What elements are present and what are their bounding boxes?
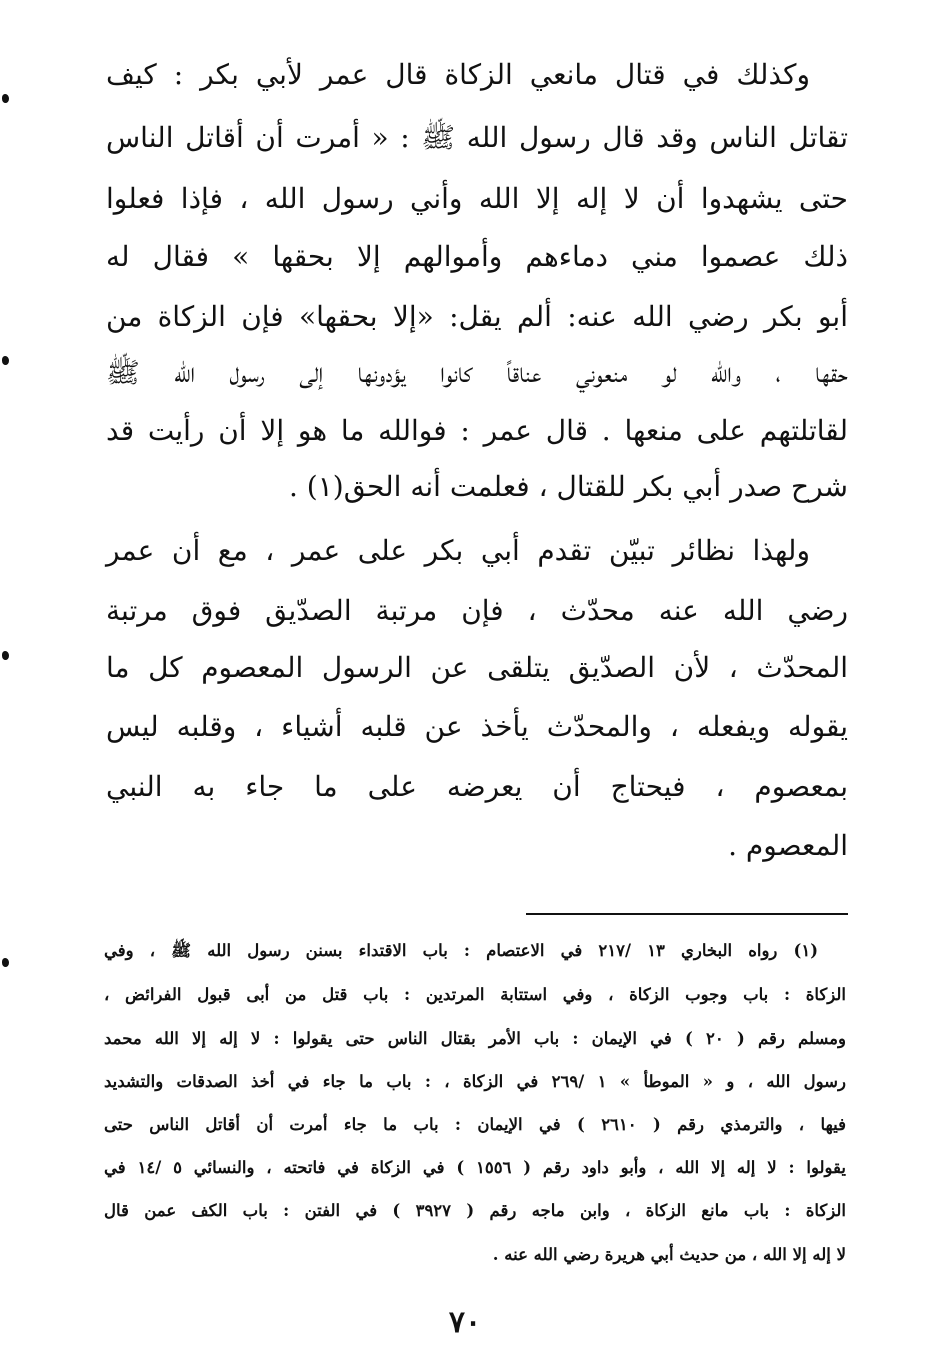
binding-mark [2,356,9,365]
binding-mark [2,94,9,103]
footnote-line: يقولوا : لا إله إلا الله ، وأبو داود رقم ( ١٥٥٦ ) في الزكاة في فاتحته ، والنسائي ٥ /١٤ في [104,1158,846,1177]
footnote-line: الزكاة : باب وجوب الزكاة ، وفي استتابة المرتدين : باب قتل من أبى قبول الفرائض ، [104,985,846,1004]
footnote-line: ومسلم رقم ( ٢٠ ) في الإيمان : باب الأمر بقتال الناس حتى يقولوا : لا إله إلا الله محمد [104,1029,846,1048]
body-line: يقوله ويفعله ، والمحدّث يأخذ عن قلبه أشياء ، وقلبه ليس [106,710,848,743]
body-line: ذلك عصموا مني دماءهم وأموالهم إلا بحقها » فقال له [106,240,848,273]
body-line: المعصوم . [728,829,848,862]
footnote-separator [526,913,848,915]
binding-mark [2,958,9,967]
body-line: لقاتلتهم على منعها . قال عمر : فوالله ما هو إلا أن رأيت قد [106,414,848,447]
footnote-line: رسول الله ، و « الموطأ » ١ /٢٦٩ في الزكاة ، : باب ما جاء في أخذ الصدقات والتشديد [104,1072,846,1091]
body-line: المحدّث ، لأن الصدّيق يتلقى عن الرسول المعصوم كل ما [106,651,848,684]
body-line: أبو بكر رضي الله عنه: ألم يقل: «إلا بحقها» فإن الزكاة من [106,300,848,333]
body-line: شرح صدر أبي بكر للقتال ، فعلمت أنه الحق(١) . [289,470,848,503]
body-line: وكذلك في قتال مانعي الزكاة قال عمر لأبي بكر : كيف [106,58,810,91]
footnote-line: الزكاة : باب مانع الزكاة ، وابن ماجه رقم ( ٣٩٢٧ ) في الفتن : باب الكف عمن قال [104,1201,847,1220]
body-line: حقها ، والله لو منعوني عناقاً كانوا يؤدونها إلى رسول الله ﷺ [106,356,848,389]
body-line: تقاتل الناس وقد قال رسول الله ﷺ : « أمرت أن أقاتل الناس [106,121,848,154]
footnote-line: لا إله إلا الله ، من حديث أبي هريرة رضي الله عنه . [492,1245,846,1264]
body-line: بمعصوم ، فيحتاج أن يعرضه على ما جاء به النبي [106,770,848,803]
footnote-line: فيها ، والترمذي رقم ( ٢٦١٠ ) في الإيمان : باب ما جاء أمرت أن أقاتل الناس حتى [104,1115,846,1134]
binding-mark [2,651,9,660]
page-number: ٧٠ [448,1305,482,1340]
body-line: رضي الله عنه محدّث ، فإن مرتبة الصدّيق فوق مرتبة [106,594,848,627]
body-line: ولهذا نظائر تبيّن تقدم أبي بكر على عمر ، مع أن عمر [106,534,810,567]
footnote-line: (١) رواه البخاري ١٣ /٢١٧ في الاعتصام : باب الاقتداء بسنن رسول الله ﷺ ، وفي [104,941,819,960]
body-line: حتى يشهدوا أن لا إله إلا الله وأني رسول الله ، فإذا فعلوا [106,182,848,215]
